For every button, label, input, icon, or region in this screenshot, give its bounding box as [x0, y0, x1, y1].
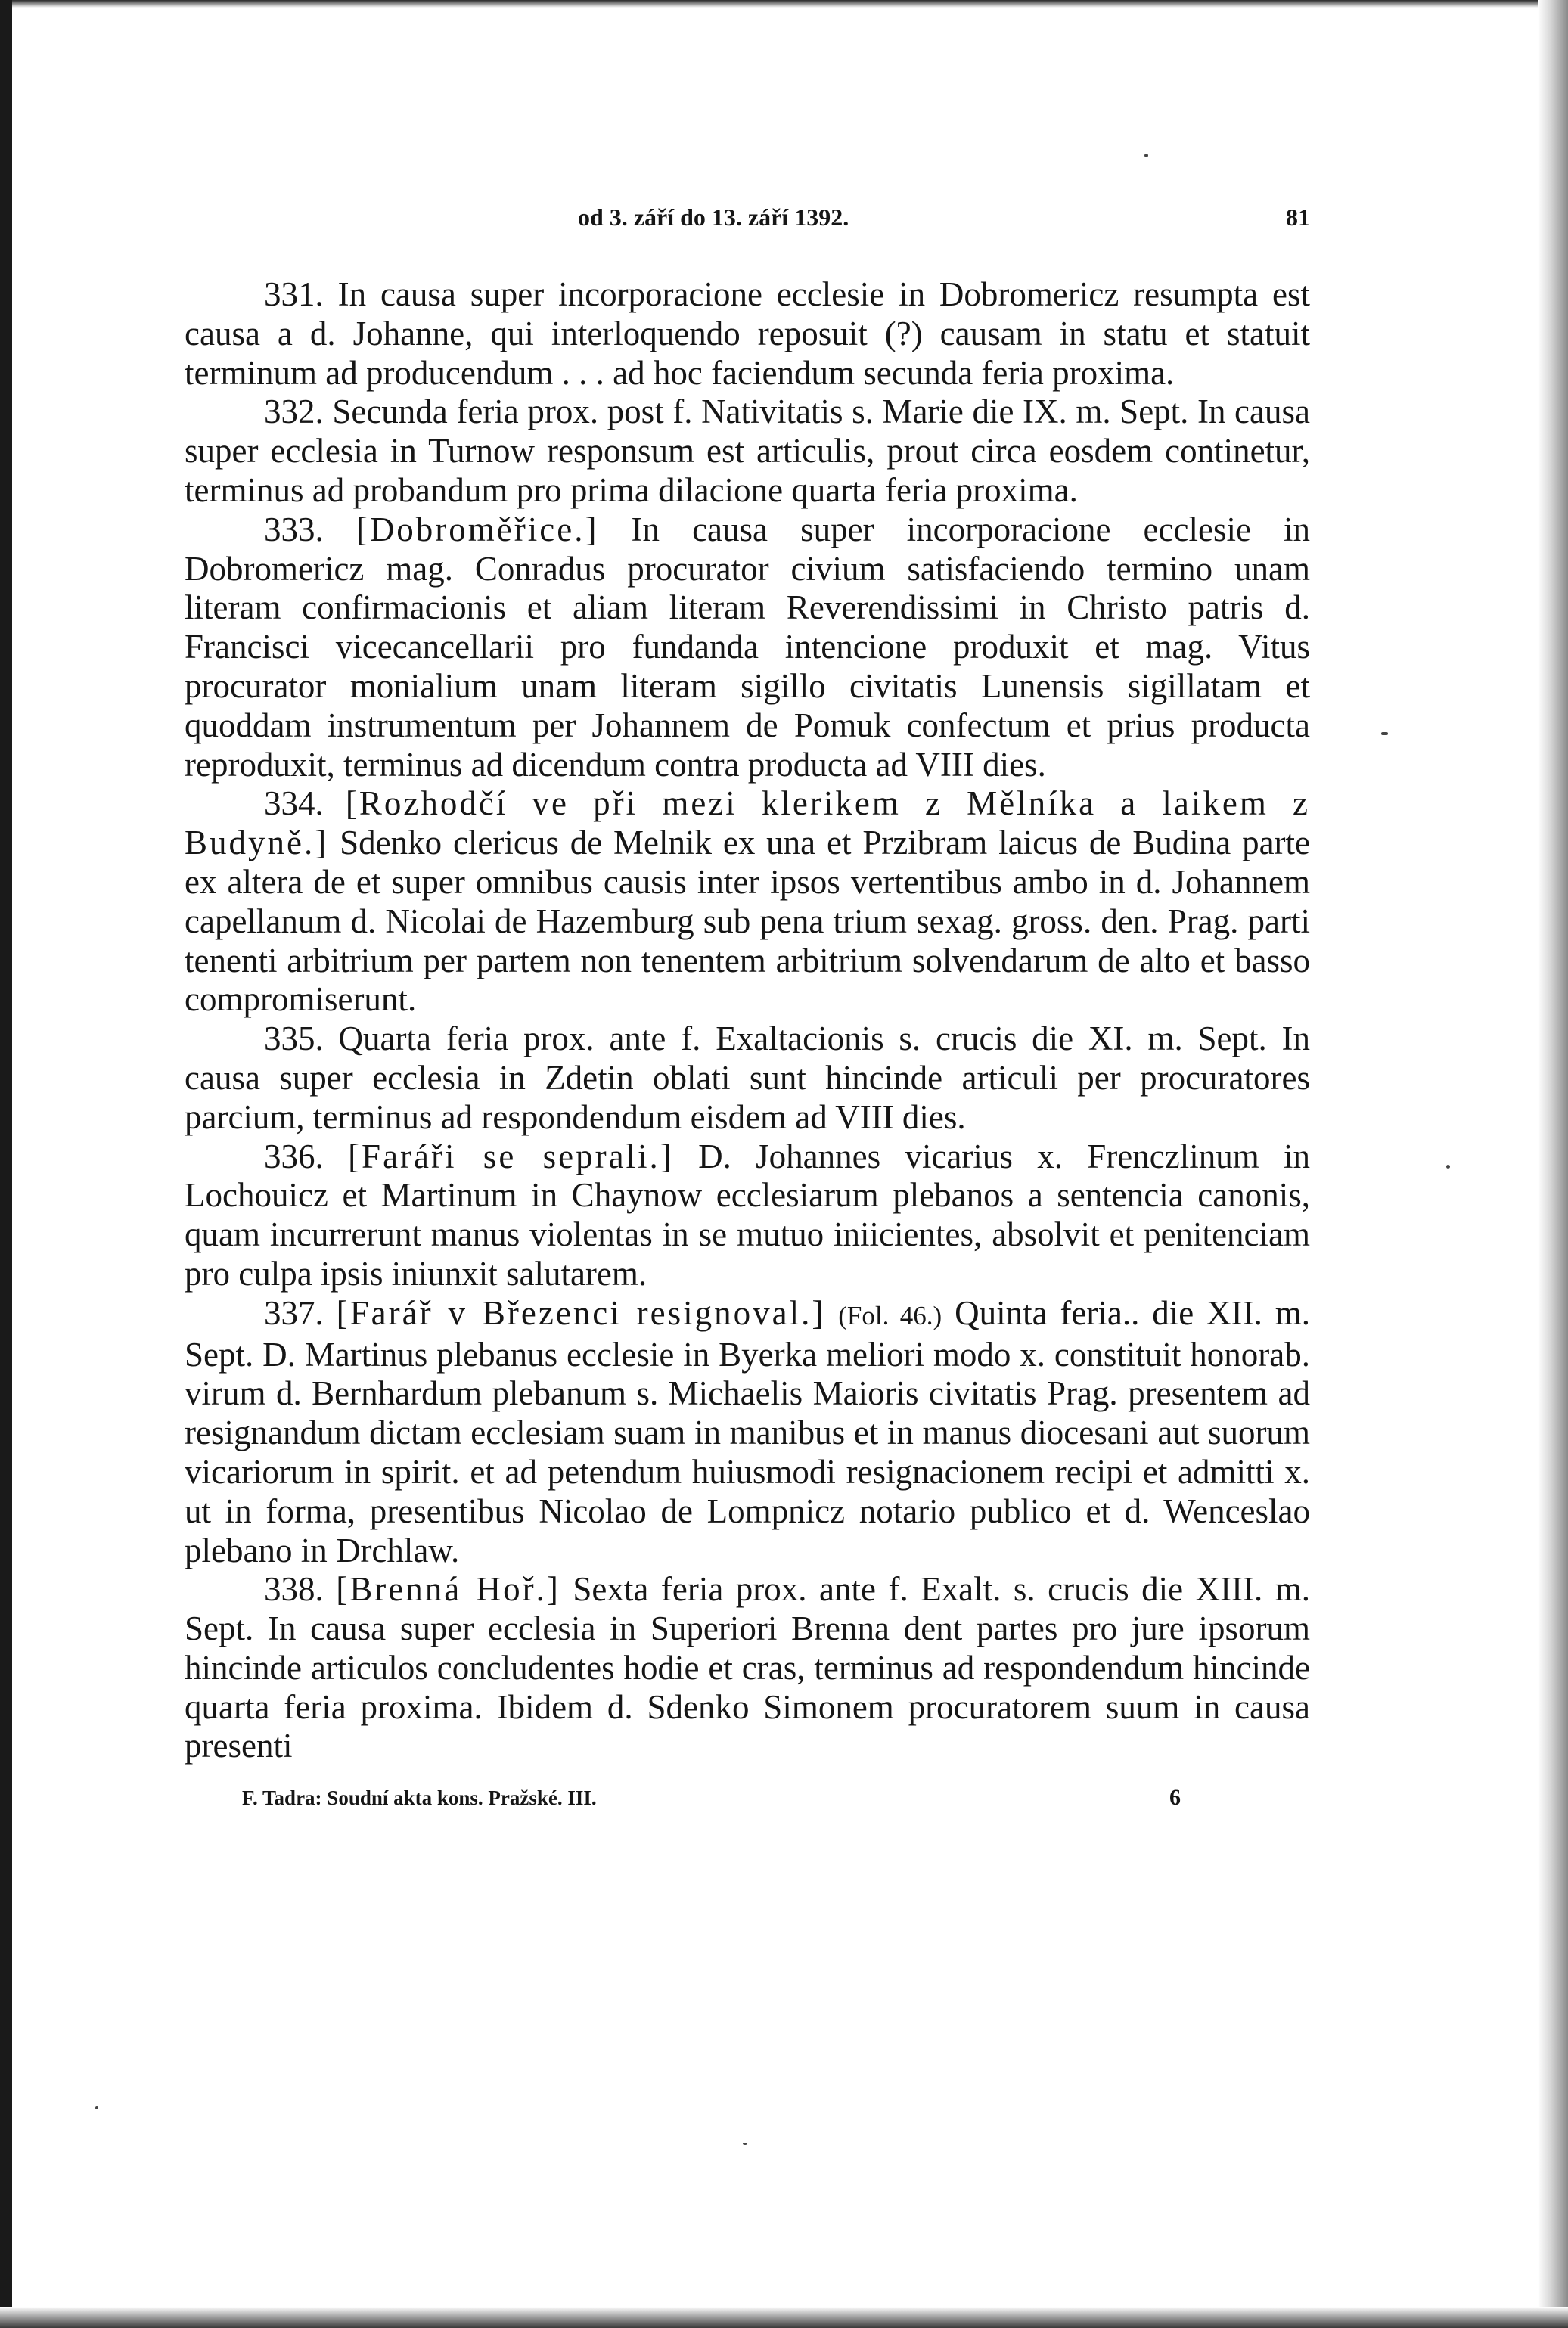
scan-speck — [743, 2143, 747, 2145]
entry-334 — [185, 784, 1310, 1020]
scan-edge-top — [0, 0, 1568, 8]
entry-number: 337. — [264, 1293, 324, 1332]
scan-edge-left — [0, 0, 12, 2328]
entry-heading: [Faráři se seprali.] — [348, 1137, 674, 1175]
scan-speck — [95, 2106, 98, 2109]
entry-heading: [Brenná Hoř.] — [336, 1570, 560, 1609]
entry-331 — [185, 275, 1310, 393]
gathering-mark: 6 — [1169, 1785, 1181, 1811]
running-head — [185, 198, 1310, 236]
entry-text: 331. In causa super incorporacione ecclesie in Dobromericz resumpta est causa a d. Johanne, qui interloquendo reposuit (?) causam in statu et statuit terminum ad producendum . . . ad hoc faciendum secunda feria proxima. — [185, 275, 1310, 392]
entry-text: In causa super incorporacione ecclesie in Dobromericz mag. Conradus procurator civium satisfaciendo termino unam literam confirmacionis et aliam literam Reverendissimi in Christo patris d. Francisci vicecancellarii pro fundanda intencione produxit et mag. Vitus procurator monialium unam literam sigillo civitatis Lunensis sigillatam et quoddam instrumentum per Johannem de Pomuk confectum et prius producta reproduxit, terminus ad dicendum contra producta ad VIII dies. — [185, 510, 1311, 784]
entry-heading: [Rozhodčí ve při mezi klerikem z Mělníka a laikem z Budyně.] — [185, 784, 1311, 862]
entry-text: D. Johannes vicarius x. Frenczlinum in Lochouicz et Martinum in Chaynow ecclesiarum plebanos a sentencia canonis, quam incurrerunt manus violentas in se mutuo iniicientes, absolvit et penitenciam pro culpa ipsis iniunxit salutarem. — [185, 1137, 1311, 1293]
entry-heading: [Dobroměřice.] — [356, 510, 599, 548]
entry-338 — [185, 1570, 1310, 1766]
scan-edge-right — [1538, 0, 1568, 2328]
signature-line: F. Tadra: Soudní akta kons. Pražské. III. — [242, 1786, 597, 1810]
entry-text: 335. Quarta feria prox. ante f. Exaltacionis s. crucis die XI. m. Sept. In causa super ecclesia in Zdetin oblati sunt hincinde articuli per procuratores parcium, terminus ad respondendum eisdem ad VIII dies. — [185, 1020, 1310, 1136]
entry-337 — [185, 1294, 1310, 1571]
entry-heading: [Farář v Březenci resignoval.] — [336, 1293, 826, 1332]
book-page — [185, 198, 1310, 1813]
scan-edge-bottom — [0, 2307, 1568, 2328]
entry-333 — [185, 511, 1310, 785]
running-title: od 3. září do 13. září 1392. — [578, 203, 849, 231]
entry-number: 338. — [264, 1570, 324, 1609]
entry-number: 336. — [264, 1137, 324, 1175]
scan-speck — [1381, 732, 1388, 735]
entry-number: 334. — [264, 784, 324, 823]
entry-text: Quinta feria.. die XII. m. Sept. D. Martinus plebanus ecclesie in Byerka meliori modo x. constituit honorab. virum d. Bernhardum plebanum s. Michaelis Maioris civitatis Prag. presentem ad resignandum dictam ecclesiam suam in manibus et in manus diocesani aut suorum vicariorum in spirit. et ad petendum huiusmodi resignacionem recipi et admitti x. ut in forma, presentibus Nicolao de Lompnicz notario publico et d. Wenceslao plebano in Drchlaw. — [185, 1293, 1311, 1569]
entry-335 — [185, 1020, 1310, 1137]
entry-332 — [185, 393, 1310, 510]
scan-speck — [1446, 1165, 1450, 1169]
entry-number: 333. — [264, 510, 324, 548]
page-number: 81 — [1286, 203, 1310, 231]
entry-336 — [185, 1138, 1310, 1294]
entry-text: 332. Secunda feria prox. post f. Nativitatis s. Marie die IX. m. Sept. In causa super ecclesia in Turnow responsum est articulis, prout circa eosdem continetur, terminus ad probandum pro prima dilacione quarta feria proxima. — [185, 393, 1310, 509]
entry-text: Sexta feria prox. ante f. Exalt. s. crucis die XIII. m. Sept. In causa super ecclesia in Superiori Brenna dent partes pro jure ipsorum hincinde articulos concludentes hodie et cras, terminus ad respondendum hincinde quarta feria proxima. Ibidem d. Sdenko Simonem procuratorem suum in causa presenti — [185, 1570, 1311, 1765]
entry-text: Sdenko clericus de Melnik ex una et Przibram laicus de Budina parte ex altera de et super omnibus causis inter ipsos vertentibus ambo in d. Johannem capellanum d. Nicolai de Hazemburg sub pena trium sexag. gross. den. Prag. parti tenenti arbitrium per partem non tenentem arbitrium solvendarum de alto et basso compromiserunt. — [185, 824, 1311, 1019]
page-body — [185, 275, 1310, 1766]
folio-reference: (Fol. 46.) — [838, 1300, 942, 1330]
scan-speck — [1144, 154, 1148, 157]
page-footer — [185, 1783, 1310, 1813]
